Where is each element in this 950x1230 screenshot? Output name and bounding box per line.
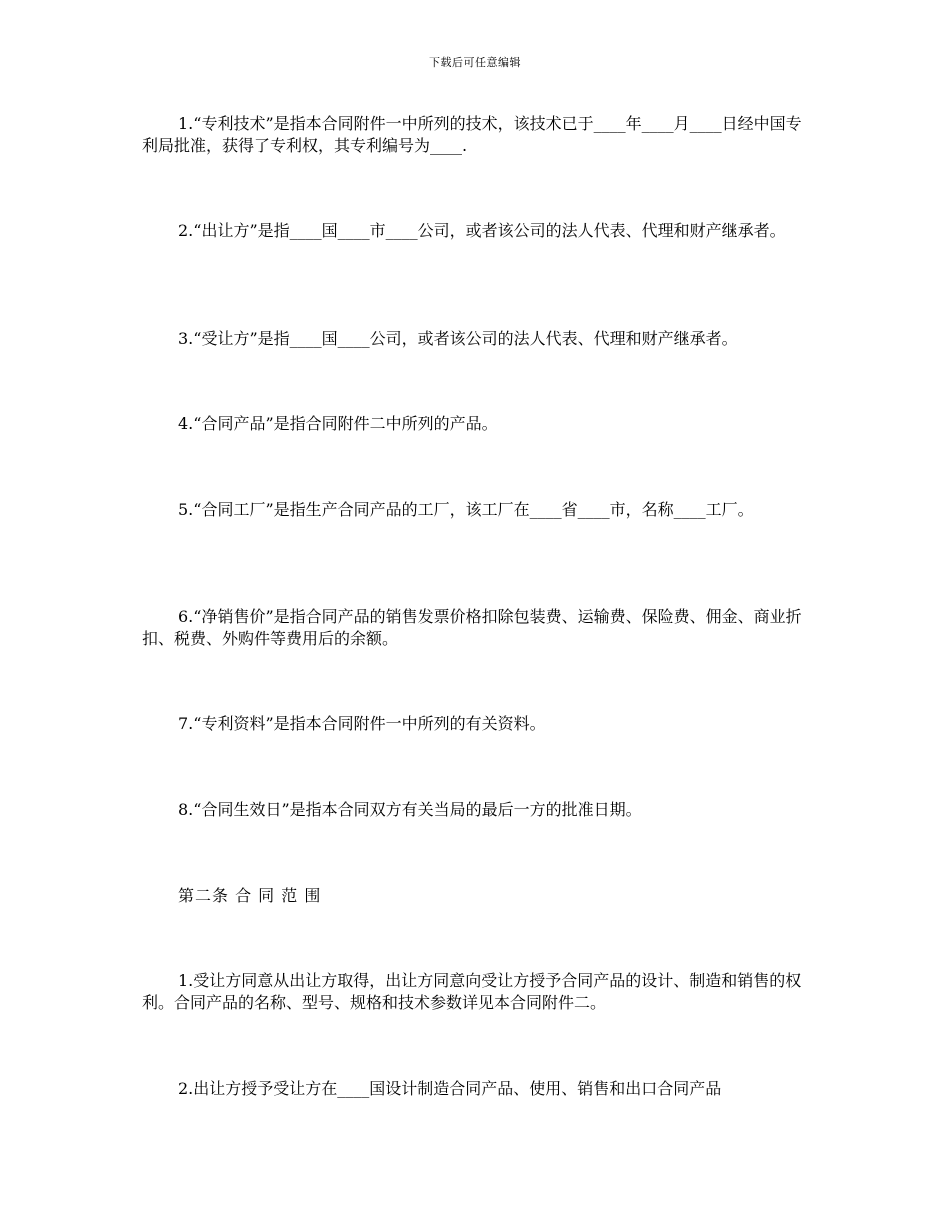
definition-paragraph-2: 2.“出让方”是指____国____市____公司，或者该公司的法人代表、代理和财产继承者。	[178, 221, 786, 240]
definition-paragraph-1: 1.“专利技术”是指本合同附件一中所列的技术，该技术已于____年____月____日经中国专利局批准，获得了专利权，其专利编号为____.	[142, 114, 802, 155]
scope-paragraph-1: 1.受让方同意从出让方取得，出让方同意向受让方授予合同产品的设计、制造和销售的权利。合同产品的名称、型号、规格和技术参数详见本合同附件二。	[142, 971, 802, 1012]
scope-paragraph-2: 2.出让方授予受让方在____国设计制造合同产品、使用、销售和出口合同产品	[178, 1079, 722, 1098]
definition-paragraph-7: 7.“专利资料”是指本合同附件一中所列的有关资料。	[178, 714, 546, 733]
definition-paragraph-8: 8.“合同生效日”是指本合同双方有关当局的最后一方的批准日期。	[178, 800, 642, 819]
definition-paragraph-6: 6.“净销售价”是指合同产品的销售发票价格扣除包装费、运输费、保险费、佣金、商业折扣、税费、外购件等费用后的余额。	[142, 607, 802, 648]
definition-paragraph-4: 4.“合同产品”是指合同附件二中所列的产品。	[178, 414, 498, 433]
definition-paragraph-3: 3.“受让方”是指____国____公司，或者该公司的法人代表、代理和财产继承者。	[178, 329, 738, 348]
page-header: 下载后可任意编辑	[429, 56, 521, 69]
section-heading: 第二条 合 同 范 围	[178, 886, 322, 905]
definition-paragraph-5: 5.“合同工厂”是指生产合同产品的工厂，该工厂在____省____市，名称____工厂。	[178, 500, 754, 519]
